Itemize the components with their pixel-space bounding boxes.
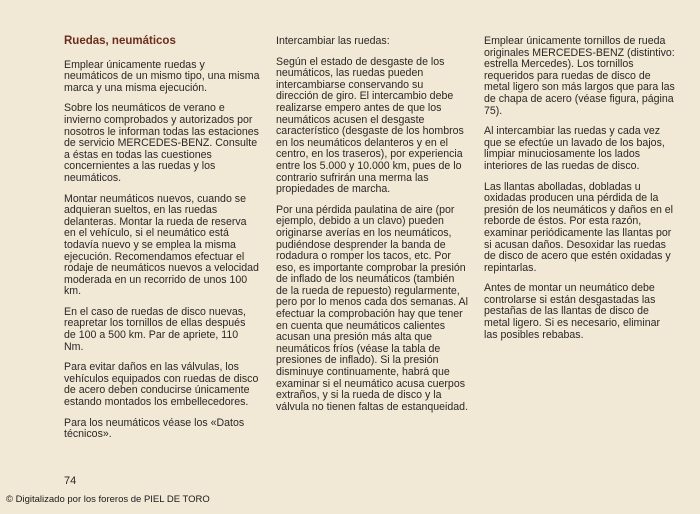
paragraph: Sobre los neumáticos de verano e invierno comprobados y autorizados por nosotros le informan todas las estaciones de servicio MERCEDES-BENZ. Consulte a éstas en todas las cuestiones concernientes a las ruedas y los neumáticos. — [64, 102, 259, 184]
page-number: 74 — [64, 475, 77, 487]
paragraph: Al intercambiar las ruedas y cada vez que se efectúe un lavado de los bajos, limpiar minuciosamente los lados interiores de las ruedas de disco. — [484, 125, 665, 172]
subsection-heading: Intercambiar las ruedas: — [276, 35, 390, 47]
paragraph: Para los neumáticos véase los «Datos técnicos». — [64, 416, 245, 441]
footer-credit: © Digitalizado por los foreros de PIEL DE TORO — [6, 494, 210, 505]
column-1 — [64, 36, 260, 450]
section-title: Ruedas, neumáticos — [64, 35, 176, 47]
paragraph: Las llantas abolladas, dobladas u oxidadas producen una pérdida de la presión de los neumáticos y daños en el reborde de éstos. Por esta razón, examinar periódicamente las llantas por si acusan daños. Desoxidar las ruedas de disco de acero que estén oxidadas y repintarlas. — [484, 180, 674, 274]
paragraph: Emplear únicamente ruedas y neumáticos de un mismo tipo, una misma marca y una misma ejecución. — [64, 58, 260, 94]
column-2 — [276, 36, 468, 422]
paragraph: Antes de montar un neumático debe controlarse si están desgastadas las pestañas de las llantas de disco de metal ligero. Si es necesario, eliminar las posibles rebabas. — [484, 282, 661, 341]
paragraph: Según el estado de desgaste de los neumáticos, las ruedas pueden intercambiarse conservando su dirección de giro. El intercambio debe realizarse empero antes de que los neumáticos acusen el desgaste característico (desgaste de los hombros en los neumáticos delanteros y en el centro, en los traseros), por experiencia entre los 5.000 y 10.000 km, pues de lo contrario sufrirán una merma las propiedades de marcha. — [276, 55, 464, 196]
column-3 — [484, 36, 676, 350]
paragraph: Para evitar daños en las válvulas, los vehículos equipados con ruedas de disco de acero deben conducirse únicamente estando montados los embellecedores. — [64, 361, 259, 409]
paragraph: Emplear únicamente tornillos de rueda originales MERCEDES-BENZ (distintivo: estrella Mercedes). Los tornillos requeridos para ruedas de disco de metal ligero son más largos que para las de chapa de acero (véase figura, página 75). — [484, 35, 675, 117]
paragraph: Por una pérdida paulatina de aire (por ejemplo, debido a un clavo) pueden originarse averías en los neumáticos, pudiéndose desprender la banda de rodadura o romper los tacos, etc. Por eso, es importante comprobar la presión de inflado de los neumáticos (también de la rueda de repuesto) regularmente, pero por lo menos cada dos semanas. Al efectuar la comprobación hay que tener en cuenta que neumáticos calientes acusan una presión más alta que neumáticos fríos (véase la tabla de presiones de inflado). Si la presión disminuye continuamente, habrá que examinar si el neumático acusa cuerpos extraños, y si la rueda de disco y la válvula no tienen faltas de estanqueidad. — [276, 203, 469, 413]
paragraph: Montar neumáticos nuevos, cuando se adquieran sueltos, en las ruedas delanteras. Montar la rueda de reserva en el vehículo, si el neumático está todavía nuevo y se emplea la misma ejecución. Recomendamos efectuar el rodaje de neumáticos nuevos a velocidad moderada en un recorrido de unos 100 km. — [64, 192, 259, 298]
paragraph: En el caso de ruedas de disco nuevas, reapretar los tornillos de ellas después de 100 a 500 km. Par de apriete, 110 Nm. — [64, 305, 246, 353]
